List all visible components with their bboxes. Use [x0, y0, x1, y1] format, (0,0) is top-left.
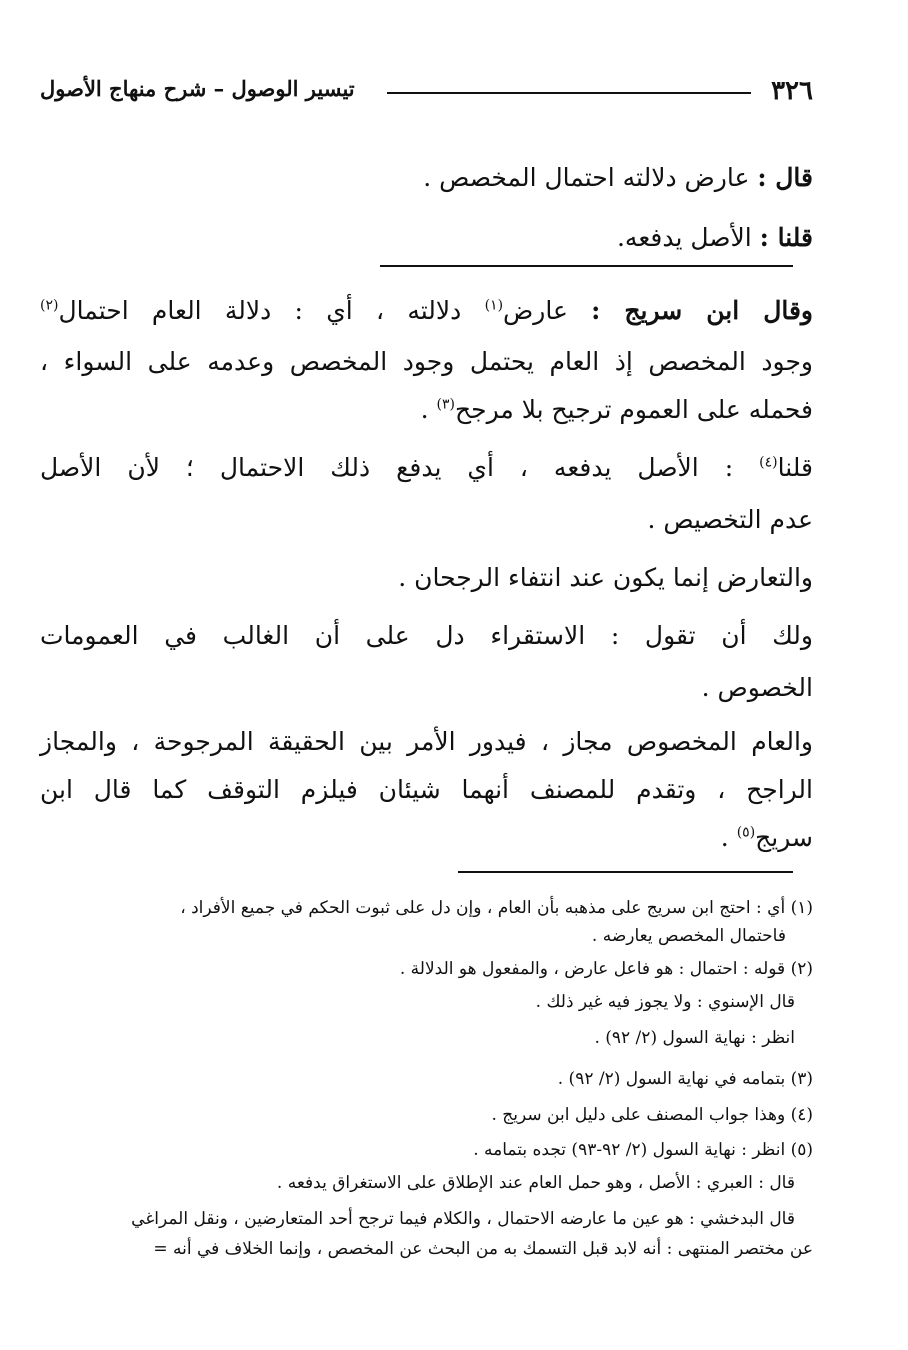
footnote-ref: (١) — [484, 297, 504, 314]
commentary-text: . — [720, 823, 737, 852]
commentary-line — [40, 448, 813, 488]
commentary-text: سريج — [755, 823, 813, 852]
commentary-line — [40, 390, 813, 430]
commentary-line: عدم التخصيص . — [647, 505, 813, 534]
header-rule — [387, 92, 751, 94]
footnote-ref: (٣) — [436, 396, 455, 413]
commentary-bold: وقال ابن سريج : — [591, 296, 813, 325]
footnote-ref: (٥) — [736, 824, 756, 841]
footnote-line: قال الإسنوي : ولا يجوز فيه غير ذلك . — [535, 992, 795, 1012]
commentary-text: . — [420, 395, 437, 424]
matn-text: عارض دلالته احتمال المخصص . — [423, 163, 758, 192]
page-header — [40, 72, 813, 112]
commentary-line: وجود المخصص إذ العام يحتمل وجود المخصص وعدمه على السواء ، — [40, 347, 813, 376]
commentary-text: دلالته ، أي : دلالة العام احتمال — [58, 296, 485, 325]
footnote-line: (٣) بتمامه في نهاية السول (٢/ ٩٢) . — [557, 1069, 813, 1089]
page-number: ٣٢٦ — [771, 76, 813, 106]
commentary-text: فحمله على العموم ترجيح بلا مرجح — [455, 395, 813, 424]
commentary-text: عارض — [503, 296, 592, 325]
commentary-line: ولك أن تقول : الاستقراء دل على أن الغالب في العمومات — [40, 621, 813, 650]
footnote-line: (٢) قوله : احتمال : هو فاعل عارض ، والمفعول هو الدلالة . — [399, 959, 813, 979]
footnote-line: قال البدخشي : هو عين ما عارضه الاحتمال ، والكلام فيما ترجح أحد المتعارضين ، ونقل المراغي — [131, 1209, 795, 1229]
commentary-line — [40, 818, 813, 858]
commentary-line — [40, 291, 813, 331]
matn-line-1 — [40, 158, 813, 198]
commentary-line: والعام المخصوص مجاز ، فيدور الأمر بين الحقيقة المرجوحة ، والمجاز — [40, 727, 813, 756]
commentary-line: والتعارض إنما يكون عند انتفاء الرجحان . — [398, 563, 813, 592]
footnote-line: (٥) انظر : نهاية السول (٢/ ٩٢-٩٣) تجده بتمامه . — [473, 1140, 813, 1160]
matn-line-2 — [40, 218, 813, 258]
footnote-line: فاحتمال المخصص يعارضه . — [591, 926, 786, 946]
footnote-line: (١) أي : احتج ابن سريج على مذهبه بأن العام ، وإن دل على ثبوت الحكم في جميع الأفراد ، — [180, 898, 813, 918]
footnote-ref: (٢) — [40, 297, 59, 314]
footnote-line: (٤) وهذا جواب المصنف على دليل ابن سريج . — [491, 1105, 813, 1125]
matn-text: الأصل يدفعه. — [616, 223, 760, 252]
footnote-separator — [458, 871, 793, 873]
footnote-ref: (٤) — [759, 454, 778, 471]
commentary-text: : الأصل يدفعه ، أي يدفع ذلك الاحتمال ؛ لأن الأصل — [40, 453, 760, 482]
commentary-line: الخصوص . — [701, 673, 813, 702]
commentary-text: قلنا — [777, 453, 813, 482]
footnote-line: قال : العبري : الأصل ، وهو حمل العام عند الإطلاق على الاستغراق يدفعه . — [276, 1173, 795, 1193]
book-title: تيسير الوصول – شرح منهاج الأصول — [40, 76, 355, 101]
footnote-line: انظر : نهاية السول (٢/ ٩٢) . — [594, 1028, 795, 1048]
commentary-line: الراجح ، وتقدم للمصنف أنهما شيئان فيلزم التوقف كما قال ابن — [40, 775, 813, 804]
footnote-line: عن مختصر المنتهى : أنه لابد قبل التسمك به من البحث عن المخصص ، وإنما الخلاف في أنه = — [153, 1239, 813, 1259]
matn-label: قال : — [757, 163, 813, 192]
matn-separator — [380, 265, 793, 267]
matn-label: قلنا : — [759, 223, 813, 252]
